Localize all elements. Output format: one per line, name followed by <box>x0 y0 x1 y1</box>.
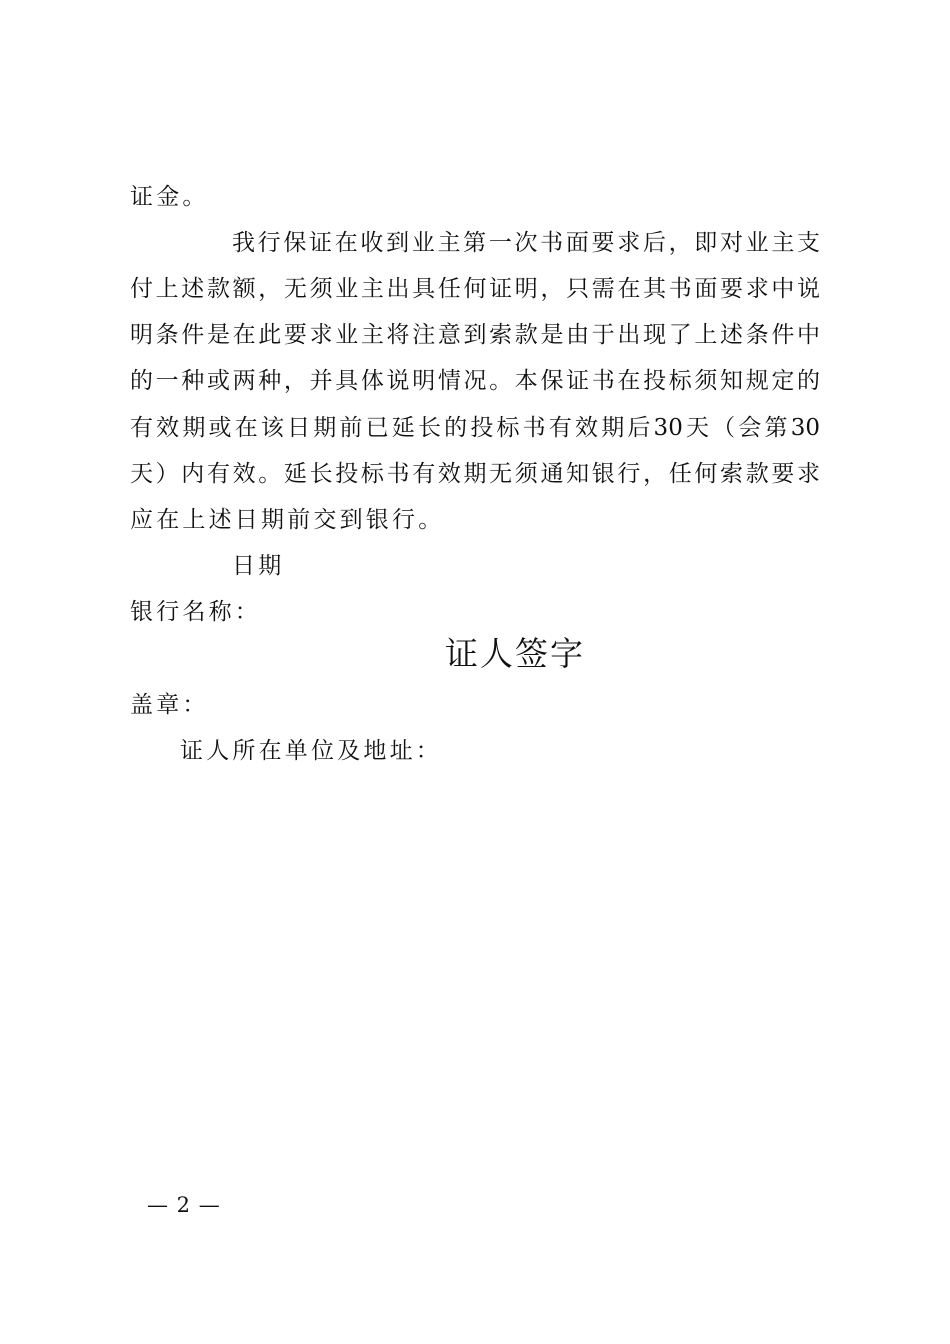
paragraph-line-3: 付上述款额，无须业主出具任何证明，只需在其书面要求中说 <box>130 276 820 302</box>
date-label: 日期 <box>232 553 285 579</box>
bank-name-label: 银行名称： <box>130 599 261 625</box>
paragraph-line-6: 有效期或在该日期前已延长的投标书有效期后30天（会第30 <box>130 415 820 441</box>
paragraph-line-4: 明条件是在此要求业主将注意到索款是由于出现了上述条件中 <box>130 322 820 348</box>
paragraph-line-5: 的一种或两种，并具体说明情况。本保证书在投标须知规定的 <box>130 368 820 394</box>
paragraph-line-1: 证金。 <box>130 184 209 210</box>
page-number: — 2 — <box>147 1193 221 1217</box>
witness-address-label: 证人所在单位及地址： <box>180 738 442 764</box>
paragraph-line-8: 应在上述日期前交到银行。 <box>130 507 445 533</box>
paragraph-line-7: 天）内有效。延长投标书有效期无须通知银行，任何索款要求 <box>130 461 820 487</box>
seal-label: 盖章： <box>130 692 209 718</box>
signature-title: 证人签字 <box>445 634 585 673</box>
paragraph-line-2: 我行保证在收到业主第一次书面要求后，即对业主支 <box>232 230 820 256</box>
